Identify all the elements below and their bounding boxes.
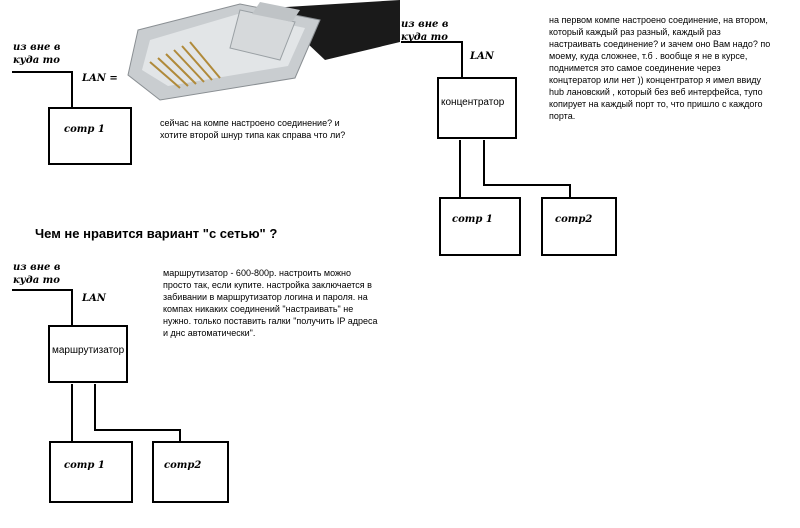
diagram2-caption: на первом компе настроено соединение, на втором, который каждый раз разный, каждый раз настраивать соединение? и зачем оно Вам надо? по моему, куда сложнее, т.б . вообще я не в курсе, поднимется это самое соединение через концтератор или нет )) концентратор я имел ввиду hub лановский , который без веб интерфейса, тупо копирует на каждый порт то, что пришло с каждого порта. — [549, 15, 771, 121]
from-outside-label: из вне в — [401, 19, 449, 30]
from-outside-label: из вне в — [13, 42, 61, 53]
router-label: маршрутизатор — [52, 345, 125, 356]
lan-label: LAN — [82, 293, 106, 304]
computer-1-label: comp 1 — [64, 460, 105, 471]
computer-1-box — [439, 197, 521, 256]
computer-2-label: comp2 — [164, 460, 202, 471]
diagram3-caption: маршрутизатор - 600-800р. настроить можно просто так, если купите. настройка заключается в забивании в маршрутизатор логина и пароля. на компах никаких соединений "настраивать" не нужно. только поставить галки "получить IP адреса и днс автоматически". — [163, 268, 378, 338]
where-to-label: куда то — [13, 275, 60, 286]
computer-2-label: comp2 — [555, 214, 593, 225]
where-to-label: куда то — [401, 32, 448, 43]
computer-1-label: comp 1 — [64, 124, 105, 135]
computer-1-box — [48, 107, 132, 165]
where-to-label: куда то — [13, 55, 60, 66]
lan-equals-label: LAN = — [82, 73, 118, 84]
from-outside-label: из вне в — [13, 262, 61, 273]
lan-label: LAN — [470, 51, 494, 62]
computer-2-box — [541, 197, 617, 256]
computer-2-box — [152, 441, 229, 503]
question-heading: Чем не нравится вариант "с сетью" ? — [35, 226, 278, 241]
computer-1-label: comp 1 — [452, 214, 493, 225]
diagram1-caption: сейчас на компе настроено соединение? и хотите второй шнур типа как справа что ли? — [160, 118, 346, 140]
hub-label: концентратор — [441, 97, 505, 108]
computer-1-box — [49, 441, 133, 503]
hub-box — [437, 77, 517, 139]
